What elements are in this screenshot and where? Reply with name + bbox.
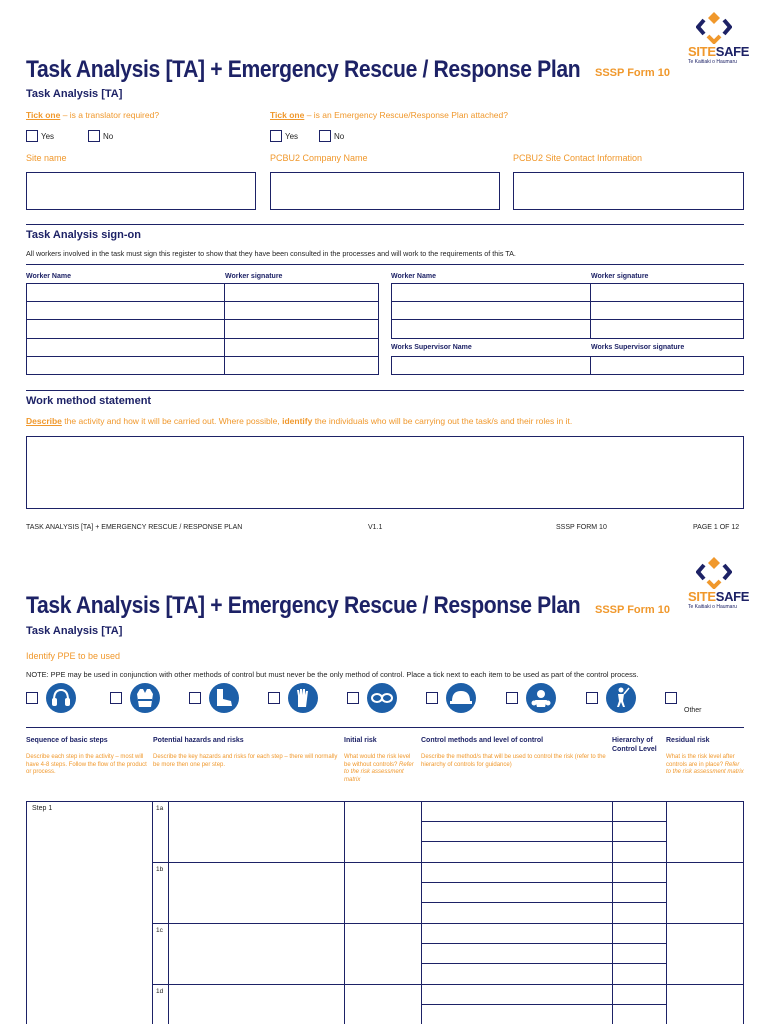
hierarchy-cell[interactable] [612, 902, 667, 924]
control-cell[interactable] [421, 923, 613, 944]
hierarchy-cell[interactable] [612, 821, 667, 842]
hierarchy-cell[interactable] [612, 882, 667, 903]
safety-boots-icon [209, 683, 239, 713]
footer-version: V1.1 [368, 524, 383, 531]
hierarchy-cell[interactable] [612, 1004, 667, 1024]
translator-yes-label: Yes [41, 132, 55, 141]
safety-glasses-checkbox[interactable] [347, 692, 359, 704]
hierarchy-cell[interactable] [612, 841, 667, 863]
emergency-yes-label: Yes [285, 132, 299, 141]
control-cell[interactable] [421, 821, 613, 842]
hierarchy-cell[interactable] [612, 943, 667, 964]
initial-risk-cell[interactable] [344, 984, 422, 1024]
worker-name-cell[interactable] [26, 356, 225, 375]
footer-page: PAGE 1 OF 12 [693, 524, 740, 531]
emergency-question: Tick one – is an Emergency Rescue/Response Plan attached? [270, 110, 508, 120]
residual-risk-cell[interactable] [666, 984, 744, 1024]
wms-instruction: Describe the activity and how it will be carried out. Where possible, identify the individuals who will be carrying out the task/s and their roles in it. [26, 416, 573, 426]
translator-no-checkbox[interactable] [88, 130, 100, 142]
translator-no-label: No [103, 132, 114, 141]
emergency-yes-checkbox[interactable] [270, 130, 282, 142]
divider [26, 224, 744, 225]
divider [26, 727, 744, 728]
ppe-heading: Identify PPE to be used [26, 651, 121, 661]
other-ppe-checkbox[interactable] [665, 692, 677, 704]
control-cell[interactable] [421, 801, 613, 822]
safety-glasses-icon [367, 683, 397, 713]
gloves-checkbox[interactable] [268, 692, 280, 704]
control-cell[interactable] [421, 882, 613, 903]
pcbu2-company-field[interactable] [270, 172, 500, 210]
hazard-cell[interactable] [168, 984, 345, 1024]
residual-risk-cell[interactable] [666, 862, 744, 924]
initial-risk-cell[interactable] [344, 862, 422, 924]
worker-name-cell[interactable] [391, 283, 591, 302]
worker-name-cell[interactable] [26, 319, 225, 339]
worker-name-cell[interactable] [26, 283, 225, 302]
worker-name-cell[interactable] [26, 301, 225, 320]
control-cell[interactable] [421, 984, 613, 1005]
row-id: 1a [156, 805, 164, 812]
sitesafe-logo: SITESAFE Te Kaitiaki o Haumaru [688, 10, 760, 62]
worker-signature-cell[interactable] [224, 283, 379, 302]
pcbu2-contact-label: PCBU2 Site Contact Information [513, 153, 643, 163]
hierarchy-cell[interactable] [612, 963, 667, 985]
worker-name-cell[interactable] [26, 338, 225, 357]
pcbu2-contact-field[interactable] [513, 172, 744, 210]
divider [26, 390, 744, 391]
hard-hat-checkbox[interactable] [426, 692, 438, 704]
respirator-icon [526, 683, 556, 713]
hard-hat-icon [446, 683, 476, 713]
ear-protection-icon [46, 683, 76, 713]
footer-form: SSSP FORM 10 [556, 524, 607, 531]
translator-question: Tick one – is a translator required? [26, 110, 160, 120]
safety-boots-checkbox[interactable] [189, 692, 201, 704]
hierarchy-cell[interactable] [612, 801, 667, 822]
worker-name-cell[interactable] [391, 319, 591, 339]
control-methods-column-header: Control methods and level of control Describe the method/s that will be used to control the risk (refer to the hierarchy of controls for guidance) [421, 737, 606, 768]
control-cell[interactable] [421, 1004, 613, 1024]
footer-title: TASK ANALYSIS [TA] + EMERGENCY RESCUE / RESPONSE PLAN [26, 524, 243, 531]
supervisor-name-cell[interactable] [391, 356, 591, 375]
control-cell[interactable] [421, 862, 613, 883]
site-name-label: Site name [26, 153, 67, 163]
step-cell[interactable] [26, 801, 153, 1024]
worker-signature-cell[interactable] [224, 356, 379, 375]
supervisor-name-header: Works Supervisor Name [391, 344, 472, 351]
row-id: 1d [156, 988, 164, 995]
sitesafe-logo: SITESAFE Te Kaitiaki o Haumaru [688, 555, 760, 607]
worker-signature-cell[interactable] [590, 283, 744, 302]
worker-name-cell[interactable] [391, 301, 591, 320]
hazard-cell[interactable] [168, 801, 345, 863]
signon-intro: All workers involved in the task must sign this register to show that they have been consulted in the processes and will work to the requirements of this TA. [26, 249, 516, 258]
worker-signature-cell[interactable] [590, 301, 744, 320]
worker-name-header: Worker Name [391, 273, 437, 280]
row-id: 1b [156, 866, 164, 873]
ppe-note: NOTE: PPE may be used in conjunction with other methods of control but must never be the only method of control. Place a tick next to each item to be used as part of the control process. [26, 670, 639, 679]
wms-textarea[interactable] [26, 436, 744, 509]
hazard-cell[interactable] [168, 862, 345, 924]
worker-signature-cell[interactable] [590, 319, 744, 339]
gloves-icon [288, 683, 318, 713]
hazards-column-header: Potential hazards and risks Describe the key hazards and risks for each step – there will normally be more then one per step. [153, 737, 338, 768]
hi-vis-vest-icon [130, 683, 160, 713]
worker-signature-header: Worker signature [591, 273, 649, 280]
hierarchy-cell[interactable] [612, 923, 667, 944]
signon-title: Task Analysis sign-on [26, 229, 141, 241]
form-number: SSSP Form 10 [595, 604, 670, 616]
translator-yes-checkbox[interactable] [26, 130, 38, 142]
residual-risk-cell[interactable] [666, 923, 744, 985]
worker-signature-cell[interactable] [224, 319, 379, 339]
step-label: Step 1 [32, 805, 53, 812]
page-subtitle: Task Analysis [TA] [26, 88, 123, 100]
sitesafe-emblem-icon [696, 555, 732, 589]
worker-signature-cell[interactable] [224, 301, 379, 320]
residual-risk-cell[interactable] [666, 801, 744, 863]
hierarchy-cell[interactable] [612, 984, 667, 1005]
form-number: SSSP Form 10 [595, 67, 670, 79]
supervisor-signature-header: Works Supervisor signature [591, 344, 685, 351]
ear-protection-checkbox[interactable] [26, 692, 38, 704]
worker-signature-cell[interactable] [224, 338, 379, 357]
initial-risk-column-header: Initial risk What would the risk level be without controls? Refer to the risk assessment matrix [344, 737, 414, 783]
page-subtitle: Task Analysis [TA] [26, 625, 123, 637]
control-cell[interactable] [421, 902, 613, 924]
emergency-no-label: No [334, 132, 345, 141]
initial-risk-cell[interactable] [344, 923, 422, 985]
sitesafe-emblem-icon [696, 10, 732, 44]
emergency-no-checkbox[interactable] [319, 130, 331, 142]
initial-risk-cell[interactable] [344, 801, 422, 863]
page-title: Task Analysis [TA] + Emergency Rescue / Response Plan [26, 592, 581, 619]
hazard-cell[interactable] [168, 923, 345, 985]
harness-checkbox[interactable] [586, 692, 598, 704]
hierarchy-column-header: Hierarchy of Control Level [612, 737, 657, 753]
other-ppe-label: Other [684, 707, 702, 714]
harness-icon [606, 683, 636, 713]
worker-signature-header: Worker signature [225, 273, 283, 280]
respirator-checkbox[interactable] [506, 692, 518, 704]
hierarchy-cell[interactable] [612, 862, 667, 883]
divider [26, 264, 744, 265]
supervisor-signature-cell[interactable] [590, 356, 744, 375]
wms-title: Work method statement [26, 395, 152, 407]
worker-name-header: Worker Name [26, 273, 72, 280]
steps-column-header: Sequence of basic steps Describe each step in the activity – most will have 4-8 steps. Follow the flow of the product or process. [26, 737, 147, 775]
site-name-field[interactable] [26, 172, 256, 210]
hi-vis-vest-checkbox[interactable] [110, 692, 122, 704]
page-title: Task Analysis [TA] + Emergency Rescue / Response Plan [26, 56, 581, 83]
residual-risk-column-header: Residual risk What is the risk level after controls are in place? Refer to the risk assessment matrix [666, 737, 744, 775]
pcbu2-company-label: PCBU2 Company Name [270, 153, 368, 163]
control-cell[interactable] [421, 841, 613, 863]
control-cell[interactable] [421, 943, 613, 964]
row-id: 1c [156, 927, 163, 934]
control-cell[interactable] [421, 963, 613, 985]
